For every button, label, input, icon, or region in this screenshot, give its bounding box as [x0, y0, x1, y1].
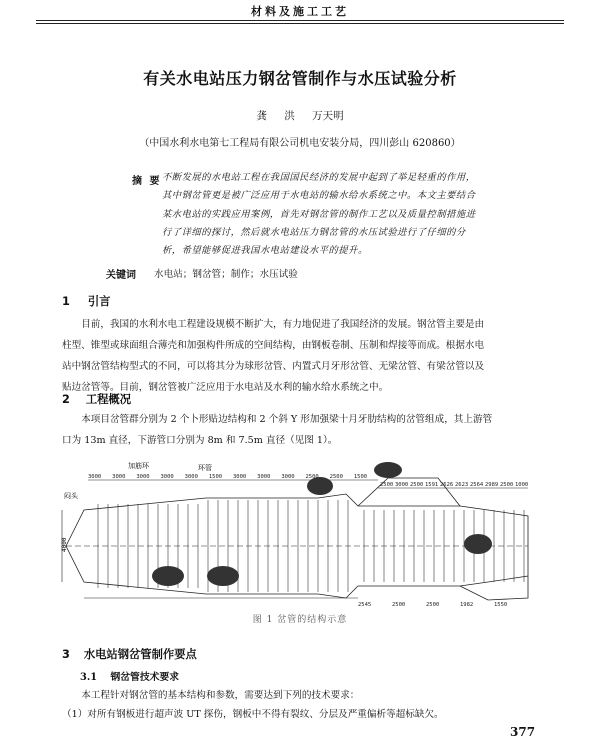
section-2-body [62, 409, 555, 451]
abstract-line: 某水电站的实践应用案例，首先对钢岔管的制作工艺以及质量控制措施进 [162, 208, 476, 220]
text-line: 口为 13m 直径，下游管口分别为 8m 和 7.5m 直径（见图 1）。 [62, 435, 338, 446]
figure-1-caption: 图 1 岔管的结构示意 [252, 615, 348, 625]
subsection-3-1-body [62, 686, 555, 724]
dimension-label: 2989 [485, 482, 499, 488]
dimension-label: 3000 [257, 474, 271, 480]
dimension-label: 1591 [425, 482, 439, 488]
dimension-label: 3000 [184, 474, 198, 480]
label-height: 4000 [61, 537, 68, 552]
section-3-number: 3 [62, 648, 70, 661]
text-line: 本工程针对钢岔管的基本结构和参数，需要达到下列的技术要求： [81, 690, 360, 701]
text-line: 目前，我国的水利水电工程建设规模不断扩大，有力地促进了我国经济的发展。钢岔管主要是由 [81, 319, 485, 330]
section-3-title: 水电站钢岔管制作要点 [83, 648, 197, 661]
section-2-number: 2 [62, 393, 70, 406]
support-block [464, 534, 492, 554]
subsection-3-1-number: 3.1 [80, 672, 98, 683]
page-number: 377 [510, 725, 536, 739]
running-header: 材料及施工工艺 [251, 5, 349, 18]
section-1-heading [62, 293, 110, 309]
label-stiffener-ring: 加筋环 [128, 462, 149, 470]
text-line: 站中钢岔管结构型式的不同，可以将其分为球形岔管、内置式月牙形岔管、无梁岔管、有梁岔管以及 [62, 361, 485, 372]
support-block [207, 566, 239, 586]
section-1-title: 引言 [87, 295, 111, 308]
authors: 龚 洪 万天明 [256, 110, 344, 122]
dimension-label: 1550 [494, 602, 508, 608]
abstract-line: 行了详细的探讨，然后就水电站压力钢岔管的水压试验进行了仔细的分 [162, 226, 466, 238]
text-line: （1）对所有钢板进行超声波 UT 探伤，钢板中不得有裂纹、分层及严重偏析等超标缺欠。 [62, 709, 444, 720]
dimension-label: 2500 [500, 482, 514, 488]
dimension-label: 1500 [208, 474, 223, 480]
figure-1-diagram [58, 458, 558, 608]
dimension-label: 2564 [470, 482, 484, 488]
section-2-title: 工程概况 [85, 393, 132, 406]
dimension-label: 3000 [112, 474, 126, 480]
dimension-label: 1500 [353, 474, 368, 480]
dimension-label: 2623 [455, 482, 469, 488]
dimension-label: 2500 [329, 474, 343, 480]
abstract-line: 其中钢岔管更是被广泛应用于水电站的输水给水系统之中。本文主要结合 [162, 190, 476, 202]
dimension-label: 1982 [460, 602, 474, 608]
abstract-label: 摘 要 [132, 176, 162, 187]
text-line: 本项目岔管群分别为 2 个卜形贴边结构和 2 个斜 Y 形加强梁十月牙肋结构的岔管组成，其上游管 [81, 414, 493, 425]
header-rule-thin [36, 23, 564, 24]
dimension-label: 2500 [410, 482, 424, 488]
section-3-heading [62, 646, 197, 662]
subsection-3-1-heading [80, 669, 179, 683]
dimension-label: 2500 [426, 602, 440, 608]
article-title: 有关水电站压力钢岔管制作与水压试验分析 [143, 69, 457, 88]
text-line: 柱型、锥型或球面组合薄壳和加强构件所成的空间结构，由钢板卷制、压制和焊接等而成。根据水电 [62, 340, 485, 351]
abstract-body [162, 169, 526, 260]
dimension-label: 1000 [515, 482, 529, 488]
abstract-line: 析，希望能够促进我国水电站建设水平的提升。 [162, 245, 368, 257]
support-block [152, 566, 184, 586]
dimension-label: 3000 [136, 474, 150, 480]
dimension-label: 2626 [440, 482, 454, 488]
section-1-number: 1 [62, 295, 70, 308]
affiliation: （中国水利水电第七工程局有限公司机电安装分局，四川彭山 620860） [139, 138, 461, 149]
dimension-label: 3000 [88, 474, 102, 480]
header-rule [36, 20, 564, 21]
keywords-text: 水电站；钢岔管；制作；水压试验 [154, 269, 298, 280]
dimension-label: 3000 [233, 474, 247, 480]
dimension-label: 2545 [358, 602, 372, 608]
keywords-label: 关键词 [106, 270, 136, 281]
label-ring-pipe: 环管 [198, 464, 212, 472]
section-1-body [62, 314, 555, 398]
abstract-line: 不断发展的水电站工程在我国国民经济的发展中起到了举足轻重的作用， [162, 172, 476, 183]
dimension-label: 3000 [281, 474, 295, 480]
label-end-cap: 闷头 [64, 492, 78, 500]
dimension-label: 3000 [160, 474, 174, 480]
section-2-heading [62, 391, 131, 407]
subsection-3-1-title: 钢岔管技术要求 [110, 672, 180, 683]
dimension-label: 2500 [305, 474, 319, 480]
dimension-label: 2500 [392, 602, 406, 608]
text-line: 贴边岔管等。目前，钢岔管被广泛应用于水电站及水利的输水给水系统之中。 [62, 382, 389, 393]
dimension-label: 2500 [380, 482, 394, 488]
dimension-label: 3000 [395, 482, 409, 488]
support-block [374, 462, 402, 478]
